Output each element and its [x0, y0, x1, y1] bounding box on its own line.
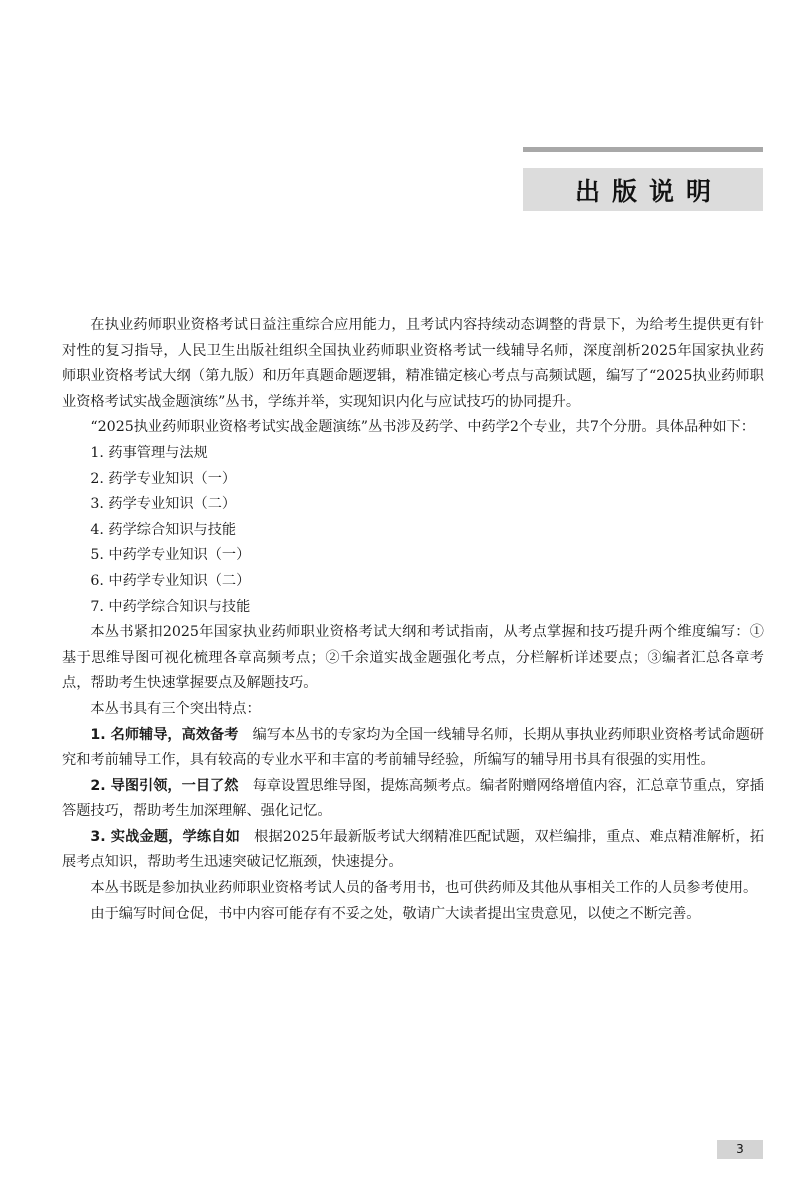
page-number: 3 — [717, 1140, 763, 1159]
book-list — [62, 441, 764, 620]
series-paragraph: “2025执业药师职业资格考试实战金题演练”丛书涉及药学、中药学2个专业，共7个分册。具体品种如下： — [90, 419, 755, 436]
feature-text: 每章设置思维导图，提炼高频考点。编者附赠网络增值内容，汇总章节重点，穿插答题技巧，帮助考生加深理解、强化记忆。 — [62, 777, 764, 820]
approach-paragraph: 本丛书紧扣2025年国家执业药师职业资格考试大纲和考试指南，从考点掌握和技巧提升两个维度编写：①基于思维导图可视化梳理各章高频考点；②千余道实战金题强化考点，分栏解析详述要点；③编者汇总各章考点，帮助考生快速掌握要点及解题技巧。 — [62, 624, 764, 692]
feature-heading: 1. 名师辅导，高效备考 — [90, 726, 239, 743]
intro-paragraph: 在执业药师职业资格考试日益注重综合应用能力，且考试内容持续动态调整的背景下，为给考生提供更有针对性的复习指导，人民卫生出版社组织全国执业药师职业资格考试一线辅导名师，深度剖析2025年国家执业药师职业资格考试大纲（第九版）和历年真题命题逻辑，精准锚定核心考点与高频试题，编写了“2025执业药师职业资格考试实战金题演练”丛书，学练并举，实现知识内化与应试技巧的协同提升。 — [62, 317, 764, 410]
book-list-item: 6. 中药学专业知识（二） — [90, 572, 251, 589]
book-list-item: 1. 药事管理与法规 — [90, 444, 208, 461]
book-list-item: 5. 中药学专业知识（一） — [90, 547, 251, 564]
usage-paragraph: 本丛书既是参加执业药师职业资格考试人员的备考用书，也可供药师及其他从事相关工作的人员参考使用。 — [90, 880, 758, 897]
main-content — [62, 313, 764, 927]
book-list-item: 3. 药学专业知识（二） — [90, 496, 237, 513]
page-title: 出版说明 — [574, 176, 723, 206]
header-rule — [523, 147, 763, 152]
feature-paragraph — [62, 825, 764, 876]
title-box — [523, 168, 763, 211]
feature-paragraph — [62, 774, 764, 825]
feature-text: 根据2025年最新版考试大纲精准匹配试题，双栏编排，重点、难点精准解析，拓展考点知识，帮助考生迅速突破记忆瓶颈，快速提分。 — [62, 828, 765, 871]
closing-paragraph: 由于编写时间仓促，书中内容可能存有不妥之处，敬请广大读者提出宝贵意见，以使之不断完善。 — [90, 905, 701, 922]
feature-text: 编写本丛书的专家均为全国一线辅导名师，长期从事执业药师职业资格考试命题研究和考前辅导工作，具有较高的专业水平和丰富的考前辅导经验，所编写的辅导用书具有很强的实用性。 — [62, 726, 764, 769]
book-list-item: 4. 药学综合知识与技能 — [90, 521, 237, 538]
book-list-item: 2. 药学专业知识（一） — [90, 470, 237, 487]
features-intro-paragraph: 本丛书具有三个突出特点： — [90, 700, 261, 717]
feature-heading: 3. 实战金题，学练自如 — [90, 828, 240, 845]
feature-heading: 2. 导图引领，一目了然 — [90, 777, 239, 794]
book-list-item: 7. 中药学综合知识与技能 — [90, 598, 251, 615]
feature-paragraph — [62, 723, 764, 774]
